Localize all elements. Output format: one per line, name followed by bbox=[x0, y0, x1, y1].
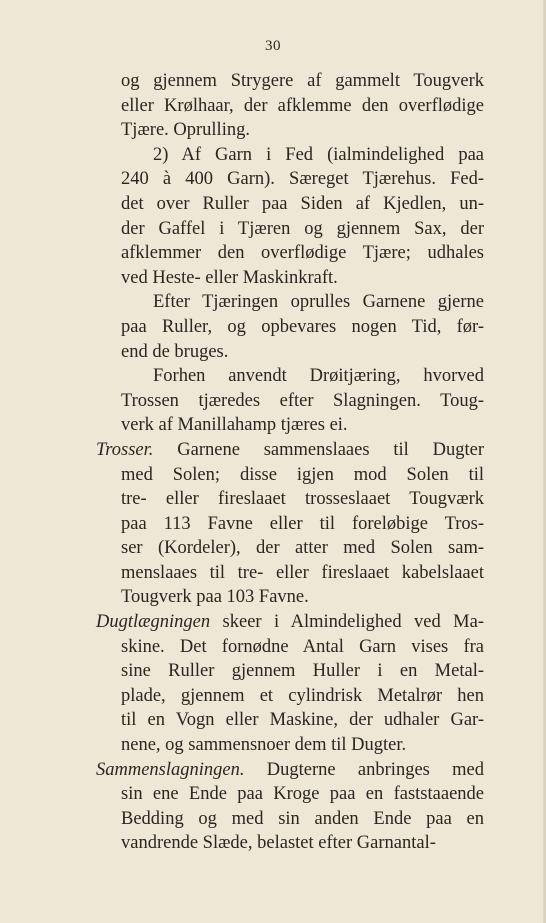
line-text: vandrende Slæde, belastet efter Garnantal- bbox=[121, 833, 436, 854]
line-text: skine. Det fornødne Antal Garn vises fra bbox=[121, 636, 484, 657]
text-line bbox=[96, 364, 484, 389]
line-text: paa Ruller, og opbevares nogen Tid, før- bbox=[121, 316, 484, 337]
text-line bbox=[96, 758, 484, 783]
line-text: Bedding og med sin anden Ende paa en bbox=[121, 808, 484, 829]
line-text: skeer i Almindelighed ved Ma- bbox=[222, 612, 485, 633]
text-line bbox=[96, 69, 484, 94]
line-text: end de bruges. bbox=[121, 341, 229, 362]
text-line bbox=[96, 512, 484, 537]
text-line bbox=[96, 807, 484, 832]
text-line bbox=[96, 241, 484, 266]
line-text: 240 à 400 Garn). Særeget Tjærehus. Fed- bbox=[121, 169, 484, 190]
section-label: Dugtlægningen bbox=[96, 612, 211, 633]
line-text: eller Krølhaar, der afklemme den overflødige bbox=[121, 95, 484, 116]
line-text: og gjennem Strygere af gammelt Tougverk bbox=[121, 71, 484, 91]
text-line bbox=[96, 782, 484, 807]
line-text: verk af Manillahamp tjæres ei. bbox=[121, 415, 348, 436]
line-text: Tjære. Oprulling. bbox=[121, 120, 250, 141]
text-line bbox=[96, 118, 484, 143]
section-label: Trosser. bbox=[96, 439, 154, 460]
line-text: Forhen anvendt Drøitjæring, hvorved bbox=[153, 366, 484, 387]
text-line bbox=[96, 585, 484, 610]
text-line bbox=[96, 438, 484, 463]
text-line bbox=[96, 708, 484, 733]
text-line bbox=[96, 167, 484, 192]
line-text: sine Ruller gjennem Huller i en Metal- bbox=[121, 661, 484, 682]
line-text: afklemmer den overflødige Tjære; udhales bbox=[121, 243, 484, 264]
text-line bbox=[96, 94, 484, 119]
text-line bbox=[96, 217, 484, 242]
page-number: 30 bbox=[265, 38, 281, 54]
text-line bbox=[96, 192, 484, 217]
text-line bbox=[96, 610, 484, 635]
section-label: Sammenslagningen. bbox=[96, 759, 245, 780]
text-line bbox=[96, 463, 484, 488]
line-text: Dugterne anbringes med bbox=[266, 759, 484, 780]
text-line bbox=[96, 635, 484, 660]
line-text: Trossen tjæredes efter Slagningen. Toug- bbox=[121, 390, 484, 411]
text-line bbox=[96, 413, 484, 438]
text-line bbox=[96, 684, 484, 709]
line-text: 2) Af Garn i Fed (ialmindelighed paa bbox=[153, 144, 484, 165]
line-text: sin ene Ende paa Kroge paa en faststaaende bbox=[121, 784, 484, 805]
line-text: Garnene sammenslaaes til Dugter bbox=[177, 439, 484, 460]
text-line bbox=[96, 266, 484, 291]
line-text: paa 113 Favne eller til foreløbige Tros- bbox=[121, 513, 484, 534]
line-text: ved Heste- eller Maskinkraft. bbox=[121, 267, 338, 288]
text-line bbox=[96, 831, 484, 856]
text-line bbox=[96, 389, 484, 414]
line-text: det over Ruller paa Siden af Kjedlen, un- bbox=[121, 193, 484, 214]
line-text: ser (Kordeler), der atter med Solen sam- bbox=[121, 538, 484, 559]
line-text: Efter Tjæringen oprulles Garnene gjerne bbox=[153, 292, 484, 313]
text-line bbox=[96, 315, 484, 340]
text-line bbox=[96, 487, 484, 512]
text-line bbox=[96, 536, 484, 561]
line-text: med Solen; disse igjen mod Solen til bbox=[121, 464, 484, 485]
text-line bbox=[96, 340, 484, 365]
line-text: plade, gjennem et cylindrisk Metalrør hen bbox=[121, 685, 484, 706]
line-text: nene, og sammensnoer dem til Dugter. bbox=[121, 735, 407, 756]
text-line bbox=[96, 143, 484, 168]
line-text: til en Vogn eller Maskine, der udhaler Gar- bbox=[121, 710, 484, 731]
text-line bbox=[96, 659, 484, 684]
text-line bbox=[96, 733, 484, 758]
line-text: menslaaes til tre- eller fireslaaet kabelslaaet bbox=[121, 562, 484, 583]
line-text: tre- eller fireslaaet trosseslaaet Tougværk bbox=[121, 489, 484, 510]
text-line bbox=[96, 561, 484, 586]
line-text: Tougverk paa 103 Favne. bbox=[121, 587, 309, 608]
text-line bbox=[96, 290, 484, 315]
line-text: der Gaffel i Tjæren og gjennem Sax, der bbox=[121, 218, 484, 239]
body-text bbox=[96, 69, 484, 856]
